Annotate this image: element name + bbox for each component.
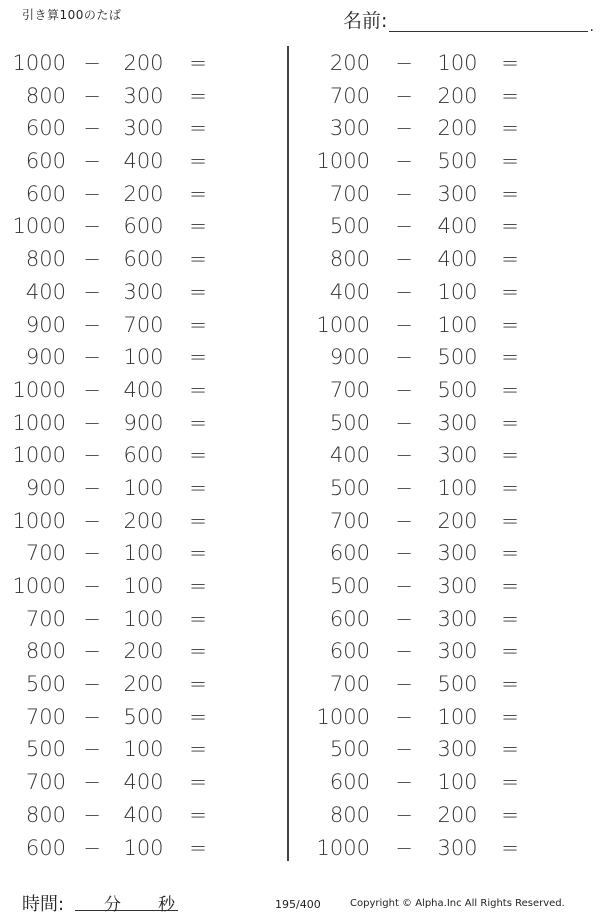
problem-row <box>312 537 592 570</box>
subtrahend: 100 <box>437 770 478 795</box>
minus-operator: − <box>83 149 101 174</box>
problem-row <box>0 832 280 865</box>
minus-operator: − <box>83 181 101 206</box>
minus-operator: − <box>83 443 101 468</box>
minuend: 1000 <box>12 51 66 75</box>
problem-row <box>312 472 592 505</box>
worksheet-title: 引き算100のたば <box>22 8 122 22</box>
subtrahend: 400 <box>123 377 164 402</box>
equals-sign: = <box>189 704 207 729</box>
subtrahend: 400 <box>437 247 478 272</box>
equals-sign: = <box>501 116 519 141</box>
problem-row <box>0 701 280 734</box>
equals-sign: = <box>501 737 519 762</box>
problem-row <box>0 276 280 309</box>
problem-row <box>0 309 280 342</box>
problem-row <box>312 178 592 211</box>
minuend: 700 <box>329 672 370 697</box>
column-divider <box>287 46 289 861</box>
minus-operator: − <box>83 247 101 272</box>
minuend: 800 <box>25 639 66 664</box>
minus-operator: − <box>395 116 413 141</box>
problem-row <box>312 832 592 865</box>
problem-row <box>0 374 280 407</box>
subtrahend: 100 <box>123 475 164 500</box>
minus-operator: − <box>395 639 413 664</box>
problem-row <box>312 570 592 603</box>
minuend: 800 <box>25 247 66 272</box>
problem-row <box>0 799 280 832</box>
page-number: 195/400 <box>275 898 321 911</box>
equals-sign: = <box>189 83 207 108</box>
minuend: 700 <box>329 377 370 402</box>
problem-row <box>312 766 592 799</box>
subtrahend: 300 <box>437 410 478 435</box>
subtrahend: 300 <box>437 181 478 206</box>
time-label: 時間: <box>22 894 65 915</box>
equals-sign: = <box>189 639 207 664</box>
subtrahend: 400 <box>123 149 164 174</box>
problem-row <box>0 341 280 374</box>
equals-sign: = <box>501 345 519 370</box>
problem-row <box>312 668 592 701</box>
subtrahend: 100 <box>437 279 478 304</box>
minuend: 1000 <box>12 214 66 239</box>
footer <box>0 890 600 916</box>
minuend: 900 <box>329 345 370 370</box>
equals-sign: = <box>501 770 519 795</box>
minus-operator: − <box>395 214 413 239</box>
minuend: 700 <box>25 770 66 795</box>
problem-row <box>312 439 592 472</box>
minuend: 500 <box>329 214 370 239</box>
minuend: 300 <box>329 116 370 141</box>
minus-operator: − <box>395 443 413 468</box>
problem-row <box>0 505 280 538</box>
minuend: 500 <box>25 672 66 697</box>
minuend: 600 <box>329 541 370 566</box>
minuend: 600 <box>25 149 66 174</box>
minuend: 900 <box>25 345 66 370</box>
equals-sign: = <box>501 51 519 75</box>
subtrahend: 300 <box>437 606 478 631</box>
problem-row <box>312 243 592 276</box>
minuend: 700 <box>329 181 370 206</box>
subtrahend: 300 <box>437 835 478 860</box>
minuend: 600 <box>329 639 370 664</box>
minus-operator: − <box>395 704 413 729</box>
equals-sign: = <box>501 214 519 239</box>
equals-sign: = <box>501 83 519 108</box>
equals-sign: = <box>189 345 207 370</box>
subtrahend: 600 <box>123 247 164 272</box>
equals-sign: = <box>189 802 207 827</box>
equals-sign: = <box>501 835 519 860</box>
minus-operator: − <box>83 312 101 337</box>
equals-sign: = <box>501 149 519 174</box>
minuend: 1000 <box>12 377 66 402</box>
equals-sign: = <box>501 410 519 435</box>
problem-row <box>312 276 592 309</box>
minus-operator: − <box>395 149 413 174</box>
minus-operator: − <box>395 508 413 533</box>
minuend: 600 <box>329 606 370 631</box>
minuend: 400 <box>329 279 370 304</box>
minus-operator: − <box>395 770 413 795</box>
equals-sign: = <box>501 672 519 697</box>
equals-sign: = <box>189 149 207 174</box>
problem-row <box>312 799 592 832</box>
name-underline[interactable] <box>389 13 594 35</box>
minuend: 1000 <box>12 410 66 435</box>
problem-row <box>312 733 592 766</box>
minus-operator: − <box>83 737 101 762</box>
problem-row <box>0 47 280 80</box>
minuend: 1000 <box>316 312 370 337</box>
minus-operator: − <box>83 475 101 500</box>
problem-row <box>0 407 280 440</box>
equals-sign: = <box>189 541 207 566</box>
subtrahend: 100 <box>437 704 478 729</box>
minuend: 900 <box>25 475 66 500</box>
subtrahend: 100 <box>123 345 164 370</box>
problem-row <box>0 668 280 701</box>
subtrahend: 200 <box>123 672 164 697</box>
minus-operator: − <box>395 377 413 402</box>
minus-operator: − <box>83 51 101 75</box>
subtrahend: 100 <box>437 475 478 500</box>
problem-row <box>0 80 280 113</box>
minuend: 700 <box>329 83 370 108</box>
minus-operator: − <box>83 672 101 697</box>
minus-operator: − <box>395 606 413 631</box>
minuend: 800 <box>25 83 66 108</box>
equals-sign: = <box>189 574 207 598</box>
subtrahend: 100 <box>437 51 478 75</box>
problem-row <box>312 505 592 538</box>
minus-operator: − <box>83 835 101 860</box>
problem-row <box>0 635 280 668</box>
equals-sign: = <box>189 672 207 697</box>
subtrahend: 100 <box>123 606 164 631</box>
problem-row <box>0 733 280 766</box>
minuend: 1000 <box>12 574 66 598</box>
problem-row <box>0 243 280 276</box>
subtrahend: 100 <box>123 835 164 860</box>
equals-sign: = <box>189 247 207 272</box>
minuend: 600 <box>25 181 66 206</box>
minuend: 600 <box>25 835 66 860</box>
minus-operator: − <box>83 574 101 598</box>
minus-operator: − <box>83 770 101 795</box>
right-problem-column <box>312 47 592 864</box>
equals-sign: = <box>189 51 207 75</box>
subtrahend: 200 <box>437 508 478 533</box>
equals-sign: = <box>501 606 519 631</box>
subtrahend: 600 <box>123 443 164 468</box>
minus-operator: − <box>395 247 413 272</box>
subtrahend: 900 <box>123 410 164 435</box>
minus-operator: − <box>395 475 413 500</box>
problem-row <box>312 374 592 407</box>
subtrahend: 300 <box>437 541 478 566</box>
subtrahend: 600 <box>123 214 164 239</box>
problem-row <box>312 210 592 243</box>
subtrahend: 100 <box>123 737 164 762</box>
minus-operator: − <box>83 802 101 827</box>
subtrahend: 200 <box>437 83 478 108</box>
equals-sign: = <box>501 639 519 664</box>
problem-row <box>0 570 280 603</box>
minus-operator: − <box>395 835 413 860</box>
subtrahend: 200 <box>123 508 164 533</box>
equals-sign: = <box>501 802 519 827</box>
minuend: 1000 <box>12 508 66 533</box>
problem-row <box>312 603 592 636</box>
equals-sign: = <box>189 181 207 206</box>
subtrahend: 500 <box>123 704 164 729</box>
problem-row <box>0 112 280 145</box>
minus-operator: − <box>395 737 413 762</box>
problem-row <box>312 309 592 342</box>
minus-operator: − <box>395 541 413 566</box>
subtrahend: 300 <box>437 443 478 468</box>
equals-sign: = <box>189 312 207 337</box>
minuend: 700 <box>25 541 66 566</box>
minuend: 800 <box>25 802 66 827</box>
problem-row <box>312 407 592 440</box>
minutes-label: 分 <box>104 895 121 915</box>
minuend: 1000 <box>316 835 370 860</box>
equals-sign: = <box>189 116 207 141</box>
equals-sign: = <box>189 508 207 533</box>
subtrahend: 200 <box>123 639 164 664</box>
minus-operator: − <box>83 704 101 729</box>
problem-row <box>312 112 592 145</box>
minus-operator: − <box>395 312 413 337</box>
minus-operator: − <box>83 214 101 239</box>
minus-operator: − <box>395 345 413 370</box>
problem-row <box>312 701 592 734</box>
name-field <box>343 6 594 35</box>
minus-operator: − <box>395 51 413 75</box>
seconds-label: 秒 <box>158 895 175 915</box>
minuend: 400 <box>25 279 66 304</box>
subtrahend: 400 <box>123 770 164 795</box>
subtrahend: 400 <box>437 214 478 239</box>
minuend: 1000 <box>12 443 66 468</box>
name-label: 名前: <box>343 10 388 32</box>
subtrahend: 300 <box>123 83 164 108</box>
equals-sign: = <box>501 508 519 533</box>
problem-row <box>0 145 280 178</box>
minus-operator: − <box>395 83 413 108</box>
minuend: 500 <box>329 737 370 762</box>
subtrahend: 500 <box>437 149 478 174</box>
minus-operator: − <box>395 181 413 206</box>
minuend: 600 <box>25 116 66 141</box>
minus-operator: − <box>83 508 101 533</box>
equals-sign: = <box>189 279 207 304</box>
subtrahend: 300 <box>123 116 164 141</box>
problem-row <box>0 766 280 799</box>
equals-sign: = <box>189 214 207 239</box>
subtrahend: 100 <box>437 312 478 337</box>
minus-operator: − <box>83 279 101 304</box>
equals-sign: = <box>189 737 207 762</box>
minus-operator: − <box>395 574 413 598</box>
problem-row <box>0 178 280 211</box>
equals-sign: = <box>189 443 207 468</box>
problem-row <box>0 472 280 505</box>
minuend: 200 <box>329 51 370 75</box>
left-problem-column <box>0 47 280 864</box>
minus-operator: − <box>83 345 101 370</box>
equals-sign: = <box>189 606 207 631</box>
subtrahend: 300 <box>123 279 164 304</box>
problem-row <box>0 439 280 472</box>
subtrahend: 100 <box>123 541 164 566</box>
subtrahend: 500 <box>437 672 478 697</box>
minuend: 500 <box>329 475 370 500</box>
minuend: 700 <box>329 508 370 533</box>
minus-operator: − <box>83 606 101 631</box>
subtrahend: 400 <box>123 802 164 827</box>
minuend: 400 <box>329 443 370 468</box>
equals-sign: = <box>501 247 519 272</box>
subtrahend: 300 <box>437 737 478 762</box>
subtrahend: 200 <box>123 51 164 75</box>
problem-row <box>312 145 592 178</box>
subtrahend: 300 <box>437 639 478 664</box>
equals-sign: = <box>501 443 519 468</box>
problem-row <box>312 341 592 374</box>
minus-operator: − <box>395 672 413 697</box>
equals-sign: = <box>501 377 519 402</box>
copyright-notice: Copyright © Alpha.Inc All Rights Reserved. <box>350 898 565 909</box>
name-dot: . <box>589 19 594 35</box>
equals-sign: = <box>189 410 207 435</box>
minuend: 700 <box>25 704 66 729</box>
equals-sign: = <box>189 377 207 402</box>
problem-row <box>312 635 592 668</box>
subtrahend: 500 <box>437 345 478 370</box>
minuend: 800 <box>329 247 370 272</box>
equals-sign: = <box>189 475 207 500</box>
minus-operator: − <box>83 377 101 402</box>
minuend: 900 <box>25 312 66 337</box>
subtrahend: 300 <box>437 574 478 598</box>
minus-operator: − <box>83 410 101 435</box>
minuend: 700 <box>25 606 66 631</box>
equals-sign: = <box>189 835 207 860</box>
subtrahend: 100 <box>123 574 164 598</box>
equals-sign: = <box>501 704 519 729</box>
subtrahend: 700 <box>123 312 164 337</box>
problem-row <box>0 537 280 570</box>
minuend: 500 <box>25 737 66 762</box>
equals-sign: = <box>501 312 519 337</box>
minus-operator: − <box>83 116 101 141</box>
equals-sign: = <box>501 475 519 500</box>
problem-row <box>0 603 280 636</box>
minuend: 500 <box>329 410 370 435</box>
problem-row <box>312 80 592 113</box>
minus-operator: − <box>395 802 413 827</box>
minus-operator: − <box>83 541 101 566</box>
minuend: 800 <box>329 802 370 827</box>
subtrahend: 200 <box>437 802 478 827</box>
equals-sign: = <box>501 574 519 598</box>
minuend: 500 <box>329 574 370 598</box>
minus-operator: − <box>83 83 101 108</box>
equals-sign: = <box>501 279 519 304</box>
minuend: 1000 <box>316 149 370 174</box>
problem-row <box>312 47 592 80</box>
subtrahend: 500 <box>437 377 478 402</box>
minus-operator: − <box>83 639 101 664</box>
minuend: 600 <box>329 770 370 795</box>
minus-operator: − <box>395 410 413 435</box>
equals-sign: = <box>501 541 519 566</box>
minuend: 1000 <box>316 704 370 729</box>
minus-operator: − <box>395 279 413 304</box>
equals-sign: = <box>189 770 207 795</box>
problem-row <box>0 210 280 243</box>
equals-sign: = <box>501 181 519 206</box>
subtrahend: 200 <box>123 181 164 206</box>
subtrahend: 200 <box>437 116 478 141</box>
